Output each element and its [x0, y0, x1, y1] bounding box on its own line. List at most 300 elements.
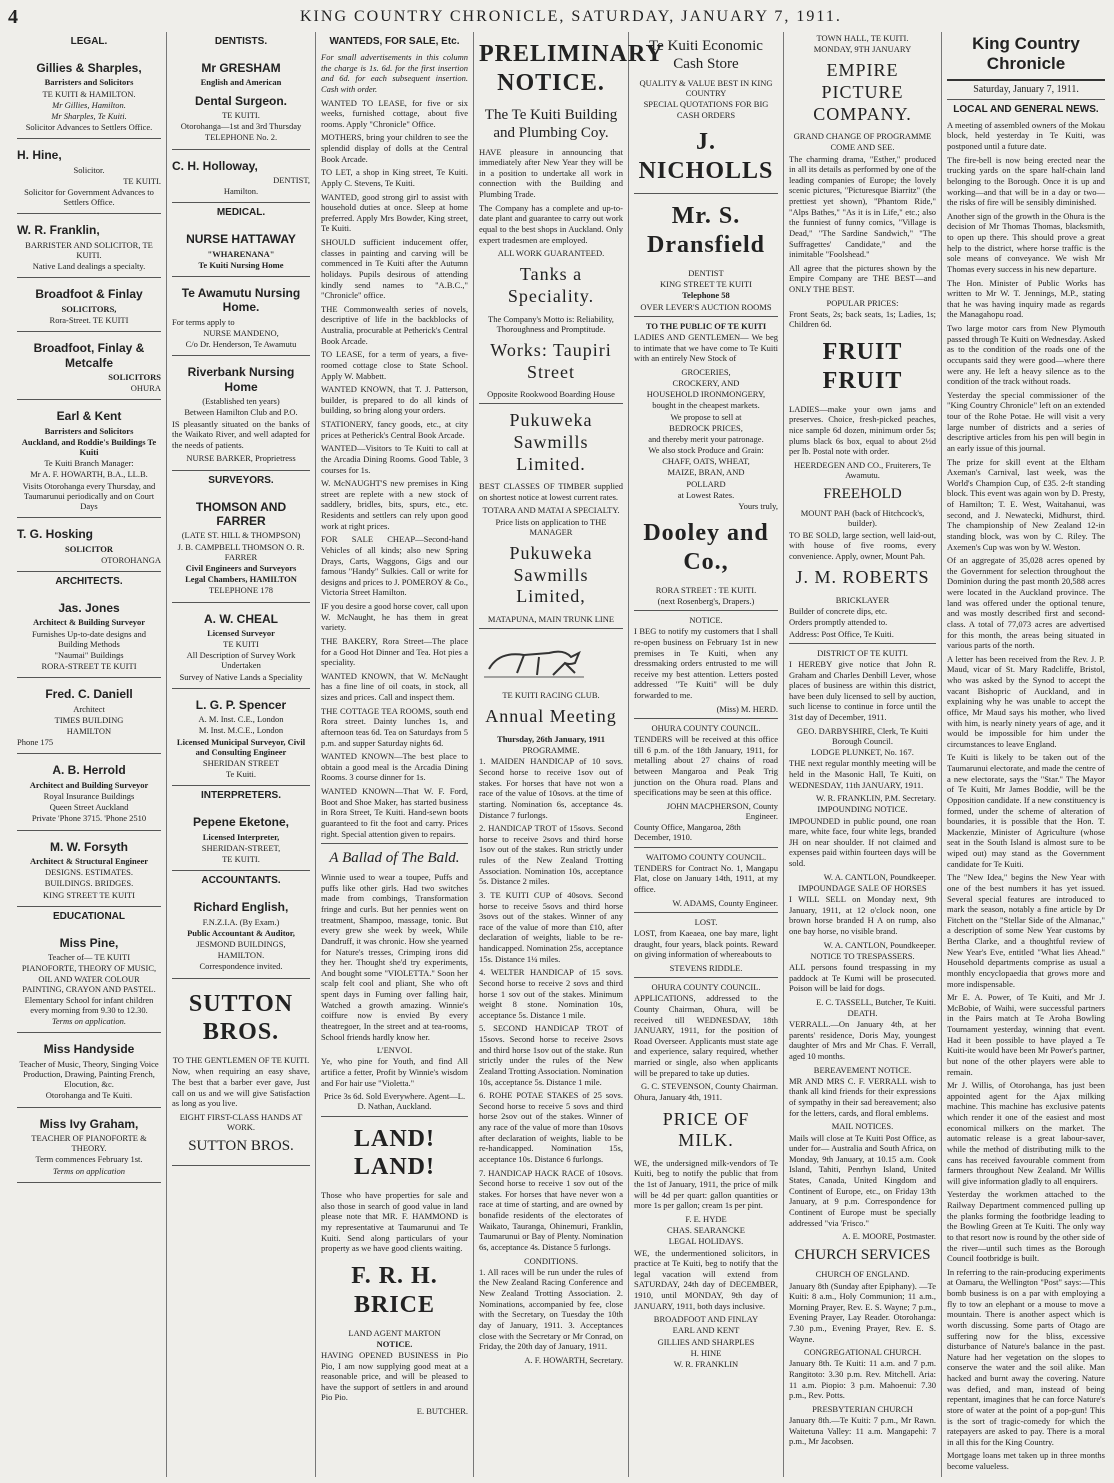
race-list — [479, 756, 623, 1252]
news-list — [947, 120, 1105, 1472]
ohura2-title: OHURA COUNTY COUNCIL. — [651, 982, 761, 993]
ecs-title: Te Kuiti Economic Cash Store — [649, 38, 763, 72]
ad-name: Gillies & Sharples, — [36, 61, 142, 75]
news-paragraph: A letter has been received from the Rev. J. P. Maud, vicar of St. Mary Radcliffe, Bristol, who was asked by the Synod to accept the vacant Bishopric of Auckland, and in explaining why he was unable to accept the office, Mr Maud says his mother, who lived with him, is nearly ninety years of age, and it would be impossible for him under the circumstances to leave England. — [947, 653, 1105, 749]
divider — [479, 403, 623, 404]
ad-name: Broadfoot & Finlay — [35, 287, 143, 302]
ad-line: TE KUITI. — [222, 109, 260, 120]
goods-item: We propose to sell at — [670, 411, 742, 422]
tk-building-text: HAVE pleasure in announcing that immediately after New Year they will be in a position to undertake all work in connection with the Building and Plumbing Trade. — [479, 146, 623, 200]
land-title: LAND! LAND! — [354, 1125, 435, 1181]
column-professional — [167, 32, 316, 1477]
wanted-ad: WANTED KNOWN—The best place to obtain a good meal is the Arcadia Dining Rooms. 3 course dinner for 1s. — [321, 751, 468, 783]
ad-name: Miss Pine, — [59, 935, 119, 950]
news-paragraph: Mr J. Willis, of Otorohanga, has just been appointed agent for the Ajax milking machine. This machine has exclusive patents which render it one of the easiest and most economical milkers on the market. The automatic release is a great labour-saver, while the method of distributing milk to the cans has received favourable comment from farmers throughout New Zealand. Mr Willis will give information gladly to all enquirers. — [947, 1080, 1105, 1186]
race-item: 7. HANDICAP HACK RACE of 10sovs. Second horse to receive 1 sov out of the stakes. For horses that have never won a race at time of starting, and are owned by bonafide residents of the electorates of Waikato, Tauranga, Ohinemuri, Franklin, Taumarunui or Bay of Plenty. Nomination 6s, acceptance 4s. Distance 5 furlongs. — [479, 1167, 623, 1252]
conditions-title: CONDITIONS. — [523, 1255, 579, 1266]
divider — [634, 977, 778, 978]
congregational-text: January 8th. Te Kuiti: 11 a.m. and 7 p.m. Rangitoto: 3.30 p.m. Rev. Mitchell. Aria: 11 a.m. Piopio: 3 p.m. Mahoenui: 7.30 p.m., Rev. Potts. — [789, 1358, 936, 1401]
ad-name: A. W. CHEAL — [204, 611, 278, 626]
wanted-ad: SHOULD sufficient inducement offer, classes in painting and carving will be commenced in Te Kuiti after the Autumn holidays. Pupils desirous of attending kindly send names to "A.B.C.," "Chronicle" office. — [321, 237, 468, 301]
ad-line: JESMOND BUILDINGS, — [196, 939, 286, 950]
over-lever: OVER LEVER'S AUCTION ROOMS — [640, 301, 772, 312]
motto: The Company's Motto is: Reliability, Thoroughness and Promptitude. — [488, 313, 614, 334]
ad-line: TE KUITI. — [123, 175, 161, 186]
divider — [634, 912, 778, 913]
district-sign: GEO. DARBYSHIRE, Clerk, Te Kuiti Borough Council. — [796, 725, 929, 746]
ad-line: PIANOFORTE, THEORY OF MUSIC, OIL AND WATER COLOUR PAINTING, CRAYON AND PASTEL. — [21, 963, 157, 994]
ad-line: Terms on application. — [51, 1016, 127, 1027]
race-item: 6. ROHE POTAE STAKES of 25 sovs. Second horse to receive 5 sovs and third horse 2sov out of the stakes. Winner of any race of the value of more than 10sovs after declaration of weights, liable to be re-handicapped. Nomination 15s, acceptance 10s. Distance 6 furlongs. — [479, 1090, 623, 1164]
cofe-text: January 8th (Sunday after Epiphany). —Te Kuiti: 8 a.m., Holy Communion; 11 a.m., Morning Prayer, Rev. E. S. Wayne; 7 p.m., Evening Prayer, Lay Reader. Otorohanga: 7.30 p.m., Evening Prayer, Rev. E. S. Wayne. — [789, 1280, 936, 1344]
divider — [634, 847, 778, 848]
wanted-ad: WANTED, good strong girl to assist with household duties at once. Sleep at home preferred. Apply Mrs Bowder, King street, Te Kuiti. — [321, 191, 468, 234]
ad-line: TE KUITI — [223, 639, 259, 650]
ad-name: Mr GRESHAM — [201, 61, 281, 75]
dransfield-name: Mr. S. Dransfield — [647, 203, 765, 259]
ad-line: KING STREET TE KUITI — [43, 889, 135, 900]
ecs-line1: QUALITY & VALUE BEST IN KING COUNTRY — [639, 78, 773, 99]
ad-name: Dental Surgeon. — [194, 93, 287, 108]
ad-line: A. M. Inst. C.E., London — [198, 714, 284, 725]
public-title: TO THE PUBLIC OF TE KUITI — [645, 320, 767, 331]
news-paragraph: Two large motor cars from New Plymouth passed through Te Kuiti on Wednesday. Asked as to the condition of the roads one of the occupants said they were good—where there were any. He left a heavy silence as to the condition of the track without roads. — [947, 323, 1105, 387]
ad-line: Between Hamilton Club and P.O. — [184, 407, 298, 418]
ad-name: THOMSON AND FARRER — [195, 499, 287, 529]
freehold-text: TO BE SOLD, large section, well laid-out, with house of five rooms, every convenience. Apply, owner, Mount Pah. — [789, 529, 936, 561]
ecs-line2: SPECIAL QUOTATIONS FOR BIG CASH ORDERS — [643, 99, 769, 120]
ad-name: H. Hine, — [17, 148, 62, 163]
land-text: Those who have properties for sale and also those in search of good value in land please note that MR. F. HAMMOND is my representative at Taumarunui and Te Kuiti. Send along particulars of your property as we have good clients waiting. — [321, 1190, 468, 1254]
ad-line: Phone 175 — [17, 737, 54, 748]
lost-text: LOST, from Kaeaea, one bay mare, light draught, four years, black points. Reward on giving information of whereabouts to — [634, 928, 778, 960]
milk-title: PRICE OF MILK. — [662, 1108, 750, 1151]
ad-line: Term commences February 1st. — [35, 1154, 143, 1165]
goods-item: Yours truly, — [738, 501, 778, 511]
ad-name: Pepene Eketone, — [192, 815, 290, 830]
dooley-name: Dooley and Co., — [643, 520, 769, 575]
news-section: LOCAL AND GENERAL NEWS. — [953, 103, 1099, 115]
king-street: KING STREET TE KUITI — [660, 279, 752, 290]
trespass-text: ALL persons found trespassing in my paddock at Te Kumi will be prosecuted. Poison will be laid for dogs. — [789, 961, 936, 994]
ad-line: Mr Sharples, Te Kuiti. — [51, 110, 127, 121]
ad-line: Mr Gillies, Hamilton. — [52, 99, 126, 110]
pukuweka-text: BEST CLASSES OF TIMBER supplied on shortest notice at lowest current rates. — [479, 481, 623, 502]
news-paragraph: Yesterday the workmen attached to the Railway Department commenced pulling up the planks forming the footbridge leading to the Bowling Green at Te Kuiti. The only way to that resort now is round by the other side of the river—until such times as the Borough Council footbridge is built. — [947, 1189, 1105, 1264]
ad-name: Jas. Jones — [58, 601, 120, 615]
ad-gillies — [17, 52, 161, 139]
mail-title: MAIL NOTICES. — [831, 1121, 894, 1132]
ad-line: Private 'Phone 3715. 'Phone 2510 — [31, 813, 147, 824]
wanted-ad: FOR SALE CHEAP—Second-hand Vehicles of all kinds; also new Spring Drays, Carts, Waggons, Gigs and our famous "Handy" Sulkies. Call or write for designs and prices to J. POMEROY & Co., Victoria Street Hamilton. — [321, 534, 469, 598]
come-and-see: COME AND SEE. — [830, 142, 895, 153]
ad-graham — [17, 1108, 161, 1183]
ad-line: TEACHER OF PIANOFORTE & THEORY. — [31, 1132, 147, 1154]
mail-sign: A. E. MOORE, Postmaster. — [842, 1231, 936, 1242]
pukuweka-title2: Pukuweka Sawmills Limited, — [509, 542, 593, 607]
fruit-text: LADIES—make your own jams and preserves. Choice, fresh-picked peaches, nice sample 6d dozen, minimum order 5s; plums black 6s box, equal to about 2½d per lb. Postal note with order. — [789, 403, 936, 457]
lenvoi: L'ENVOI. — [376, 1045, 413, 1056]
section-wanteds: WANTEDS, FOR SALE, Etc. — [329, 36, 460, 47]
public-text: LADIES AND GENTLEMEN— We beg to intimate that we have come to Te Kuiti with an entirely New Stock of — [634, 331, 778, 364]
divider — [634, 610, 778, 611]
ad-line: Visits Otorohanga every Thursday, and Taumarunui periodically and on Court Days — [22, 480, 156, 512]
wanted-ad: WANTED TO LEASE, for five or six weeks, furnished cottage, about five rooms. Apply "Chronicle" Office. — [321, 97, 468, 129]
ad-name: Te Awamutu Nursing Home. — [181, 286, 301, 315]
ad-line: Public Accountant & Auditor, — [187, 927, 295, 938]
dentist-label: DENTIST — [688, 267, 724, 278]
bereavement-text: MR AND MRS C. F. VERRALL wish to thank all kind friends for their expressions of sympathy in their sad bereavement; also for the letters, cards, and floral emblems. — [789, 1075, 936, 1118]
ad-line: Architect — [73, 703, 105, 714]
notice-title: NOTICE. — [689, 615, 723, 626]
wanted-ad: STATIONERY, fancy goods, etc., at city prices at Petherick's Central Book Arcade. — [321, 419, 468, 440]
ad-pine — [17, 927, 161, 1034]
brice-sub: LAND AGENT MARTON — [348, 1327, 441, 1338]
roberts-line: Orders promptly attended to. — [789, 617, 888, 628]
ad-broadfoot — [17, 278, 161, 332]
presbyterian-text: January 8th.—Te Kuiti: 7 p.m., Mr Rawn. Waitetuna Valley: 11 a.m. Mangapehi: 7 p.m., Mr Jacobsen. — [789, 1415, 936, 1447]
wanted-ad: IF you desire a good horse cover, call upon W. McNaught, he has them in great variety. — [321, 601, 468, 633]
ad-line: Solicitor for Government Advances to Settlers Office. — [24, 187, 154, 208]
notice-text: I BEG to notify my customers that I shall re-open business on February 1st in new premises in Te Kuiti, when any dressmaking orders entrusted to me will receive my best attention. Letters posted addressed "Te Kuiti" will be duly forwarded to me. — [634, 626, 778, 701]
page-number: 4 — [8, 6, 18, 28]
ad-line: Mr A. F. HOWARTH, B.A., LL.B. — [30, 469, 148, 480]
tk-building-title: The Te Kuiti Building and Plumbing Coy. — [484, 106, 618, 141]
news-paragraph: Mr E. A. Power, of Te Kuiti, and Mr J. McBobie, of Waihi, were successful partners in the Pairs match at Te Aroha Bowling Tournament yesterday, winning that event. Had it been possible to have played a Te Kuiti-ite would have been Mr Power's partner, but none of the other players were able to remain. — [947, 992, 1105, 1077]
column-news — [942, 32, 1110, 1477]
roberts-line: Builder of concrete dips, etc. — [789, 606, 888, 617]
ad-name: L. G. P. Spencer — [195, 697, 287, 712]
impound1-title: IMPOUNDING NOTICE. — [817, 804, 908, 815]
goods-item: We also stock Produce and Grain: — [648, 445, 764, 456]
ad-line: Hamilton. — [223, 186, 259, 197]
ad-line: Te Kuiti. — [225, 769, 257, 780]
telephone: Telephone 58 — [682, 290, 730, 301]
wanted-ad: WANTED KNOWN, that W. McNaught has a fine line of oil coats, in stock, all sizes and prices. Call and inspect them. — [321, 670, 468, 702]
ad-forsyth — [17, 831, 161, 907]
news-paragraph: The fire-bell is now being erected near the trucking yards on the spare half-chain land belonging to the Borough. Once it is up and working—and that will be in a day or two—the risks of fire will be sensibly diminished. — [947, 154, 1105, 208]
ad-earl-kent — [17, 400, 161, 518]
works-address: Works: Taupiri Street — [490, 339, 612, 382]
divider — [634, 193, 778, 194]
masthead — [0, 0, 1114, 28]
church-title: CHURCH SERVICES — [794, 1247, 931, 1264]
ad-line: Barristers and Solicitors — [44, 425, 134, 436]
column-town-notices — [784, 32, 942, 1477]
section-medical: MEDICAL. — [216, 207, 266, 219]
wanted-ad: MOTHERS, bring your children to see the splendid display of dolls at the Central Book Arcade. — [321, 132, 468, 164]
paper-date: Saturday, January 7, 1911. — [947, 79, 1105, 100]
pukuweka-price: Price lists on application to THE MANAGER — [495, 516, 607, 537]
pukuweka-title: Pukuweka Sawmills Limited. — [509, 410, 593, 474]
section-architects: ARCHITECTS. — [55, 576, 123, 587]
waitomo-sign: W. ADAMS, County Engineer. — [672, 897, 778, 908]
column-building-racing — [474, 32, 664, 1477]
trespass-sign: E. C. TASSELL, Butcher, Te Kuiti. — [816, 996, 936, 1007]
ad-line: NURSE MANDENO, — [203, 328, 279, 339]
pukuweka-location: MATAPUNA, MAIN TRUNK LINE — [487, 613, 615, 624]
notice-title: NOTICE. — [376, 1338, 413, 1349]
dooley-sub: (next Rosenberg's, Drapers.) — [657, 595, 755, 606]
ad-line: Licensed Interpreter, — [202, 831, 280, 842]
ohura-text: TENDERS will be received at this office till 6 p.m. of the 18th January, 1911, for metalling about 27 chains of road between Mangaroa and Peak Trig junction on the Ohura road. Plans and specifications may be seen at this office. — [634, 734, 778, 798]
ad-line: Civil Engineers and Surveyors — [185, 562, 297, 573]
ad-line: Te Kuiti Nursing Home — [198, 259, 284, 270]
ad-body: IS pleasantly situated on the banks of the Waikato River, and well adapted for the needs of patients. — [172, 418, 310, 450]
dooley-address: RORA STREET : TE KUITI. — [655, 584, 757, 595]
impound2-text: I WILL SELL on Monday next, 9th January, 1911, at 12 o'clock noon, one brown horse branded H A on rump, also one bay horse, no visible brand. — [789, 894, 936, 936]
ad-line: SOLICITORS, — [61, 303, 117, 314]
ad-line: Architect & Building Surveyor — [33, 617, 145, 628]
section-interpreters: INTERPRETERS. — [200, 790, 281, 802]
ad-line: SOLICITOR — [64, 543, 114, 554]
lost-sign: STEVENS RIDDLE. — [669, 962, 743, 973]
ohura2-text: APPLICATIONS, addressed to the County Chairman, Ohura, will be received till WEDNESDAY, 18th JANUARY, 1911, for the position of Road Overseer. Applicants must state age and experience, salary required, whether married or single, also when applicants will be prepared to take up duties. — [634, 993, 778, 1078]
prices-title: POPULAR PRICES: — [826, 297, 899, 308]
milk-text: WE, the undersigned milk-vendors of Te Kuiti, beg to notify the public that from the 1st of January, 1911, the price of milk will be 4d per quart: gallon quantities or more 1s per gallon; cream 1s per pint. — [634, 1157, 778, 1211]
ad-line: BARRISTER AND SOLICITOR, TE KUITI. — [25, 239, 153, 261]
ad-line: SOLICITORS — [108, 371, 161, 382]
section-dentists: DENTISTS. — [214, 36, 268, 47]
race-item: 4. WELTER HANDICAP of 15 sovs. Second horse to receive 2 sovs and third horse 1 sov out of the stakes. Minimum weight 8 stone. Nomination 10s, acceptance 5s. Distance 1 mile. — [479, 967, 623, 1020]
legal-sign: EARL AND KENT — [672, 1325, 740, 1336]
news-paragraph: In referring to the rain-producing experiments at Oamaru, the Wellington "Post" says:—This bomb business is on a par with employing a fly to tow an elephant or a mouse to move a mountain. There is another aspect which is worth discussing. Some parts of Otago are suffering now for the bliss, excessive disturbance of Nature's balance in the past. Nature had her vegetation on the slopes to conserve the water and the soil alike. Man hacked and burnt away the covering. Nature was defied, and man, instead of being repentant, imagines that he can force Nature's store of water at the point of a pop-gun! This is the sort of tragic-comedy for which the ratepayers are asked to pay. There is a moral in all this for the King Country. — [947, 1266, 1105, 1447]
ad-riverbank — [172, 356, 310, 470]
column-stores-notices — [629, 32, 784, 1477]
notice-sign: (Miss) M. HERD. — [716, 703, 778, 714]
ad-name: C. H. Holloway, — [172, 158, 258, 173]
ad-handyside — [17, 1033, 161, 1107]
tk-building-text2: The Company has a complete and up-to-date plant and guarantee to carry out work equal to the best shops in Auckland. Only expert tradesmen are employed. — [479, 202, 623, 245]
ad-line: Te Kuiti Branch Manager: — [44, 458, 134, 469]
goods-item: MAIZE, BRAN, AND — [667, 467, 745, 478]
roberts-name: J. M. ROBERTS — [795, 567, 930, 588]
fruit-sign: HEERDEGEN AND CO., Fruiterers, Te Awamutu. — [794, 459, 931, 480]
ad-line: HAMILTON. — [217, 950, 265, 961]
ad-cheal — [172, 603, 310, 689]
race-item: 5. SECOND HANDICAP TROT of 15sovs. Second horse to receive 2sovs and third horse 1sov out of the stake. Run strictly under the rules of the New Zealand Trotting Association. Nomination 10s, acceptance 5s. Distance 1 mile. — [479, 1023, 623, 1087]
divider — [321, 1116, 468, 1117]
wanted-ad: THE BAKERY, Rora Street—The place for a Good Hot Dinner and Tea. Hot pies a speciality. — [321, 635, 468, 668]
ad-line: Terms on application — [53, 1165, 125, 1176]
news-paragraph: Of an aggregate of 35,028 acres opened by the Government for selection throughout the Dominion during the past month 20,588 acres were located in the Auckland province. The land was offered under the optional tenure, and was mostly described first and second-class. A total of 77,073 acres are advertised for this month, the areas being situated in various parts of the north. — [947, 555, 1105, 651]
programme: PROGRAMME. — [522, 745, 580, 756]
paper-title: King Country Chronicle — [972, 34, 1080, 74]
conditions-sign: A. F. HOWARTH, Secretary. — [524, 1354, 623, 1365]
legal-sign: H. HINE — [690, 1347, 722, 1358]
wanted-ad: TO LET, a shop in King street, Te Kuiti. Apply C. Stevens, Te Kuiti. — [321, 167, 468, 188]
news-paragraph: The "New Idea," begins the New Year with one of the best numbers it has yet issued. Several special features are introduced to mark the season, notably a fine article by Dr Fitchett on the "Stellar Side of the Almanac," a description of some New Year customs by Bertha Clarke, and a thoughtful review of New Year's Eve, entitled "What lies Ahead." Household departments comprise as usual a monthly encyclopaedia that grows more and more indispensable. — [947, 872, 1105, 989]
goods-item: BEDROCK PRICES, — [669, 422, 743, 433]
ad-line: SHERIDAN STREET — [202, 758, 280, 768]
ad-herrold — [17, 754, 161, 830]
goods-item: and thereby merit your patronage. — [648, 433, 764, 444]
notice-text: HAVING OPENED BUSINESS in Pio Pio, I am now supplying good meat at a reasonable price, and will be pleased to have the support of settlers in and around Pio Pio. — [321, 1349, 468, 1403]
section-educational: EDUCATIONAL — [52, 910, 126, 922]
ohura-date: County Office, Mangaroa, 28th December, 1910. — [634, 822, 741, 843]
ad-line: Otorohanga—1st and 3rd Thursday — [180, 121, 302, 132]
ad-body: Now, when requiring an easy shave, The best that a barber ever gave, Just call on us and we will give Satisfaction as long as you live. — [172, 1066, 310, 1109]
ad-headline: SUTTON BROS. — [188, 990, 294, 1046]
ad-line: NURSE BARKER, Proprietress — [186, 453, 296, 464]
ad-line: M. Inst. M.C.E., London — [198, 725, 284, 736]
ad-line: J. B. CAMPBELL THOMSON O. R. FARRER — [177, 541, 305, 562]
goods-item: CHAFF, OATS, WHEAT, — [662, 456, 750, 467]
ad-daniell — [17, 678, 161, 754]
town-hall: TOWN HALL, TE KUITI. — [816, 33, 909, 43]
lost-title: LOST. — [694, 916, 718, 927]
mail-text: Mails will close at Te Kuiti Post Office, as under for— Australia and South Africa, on Monday, 9th January, at 10.15 a.m. Cook Island, Tahiti, Penrhyn Island, United States, Canada, United Kingdom and Continent of Europe, etc., on Friday 13th January, at 9 p.m. Correspondence for Continent of Europe must be specially addressed "via 'Frisco." — [789, 1132, 936, 1228]
bricklayer: BRICKLAYER — [835, 595, 890, 606]
ohura2-sign: G. C. STEVENSON, County Chairman. — [641, 1081, 778, 1092]
wanted-ad: THE COTTAGE TEA ROOMS, south end Rora street. Dainty lunches 1s, and afternoon teas 6d. Tea on Saturdays from 5 p.m. and supper Saturday nights 6d. — [321, 705, 468, 748]
ad-name: A. B. Herrold — [52, 763, 126, 778]
nicholls-name: J. NICHOLLS — [638, 128, 774, 184]
ad-line: C/o Dr. Henderson, Te Awamutu — [185, 339, 297, 350]
ad-line: OTOROHANGA — [101, 554, 161, 565]
ad-line: (LATE ST. HILL & THOMPSON) — [181, 530, 301, 541]
section-accountants: ACCOUNTANTS. — [201, 875, 281, 887]
goods-item: GROCERIES, — [681, 366, 731, 377]
ad-name: Richard English, — [193, 900, 289, 915]
ad-line: BUILDINGS. BRIDGES. — [44, 878, 134, 889]
ad-line: (Established ten years) — [202, 396, 280, 407]
section-surveyors: SURVEYORS. — [208, 474, 274, 486]
divider — [321, 843, 468, 844]
ad-line: TO THE GENTLEMEN OF TE KUITI. — [172, 1055, 310, 1066]
ad-line: TE KUITI. — [222, 854, 260, 865]
goods-item: CROCKERY, AND — [672, 377, 740, 388]
ad-line: F.N.Z.I.A. (By Exam.) — [202, 916, 280, 927]
race-date: Thursday, 26th January, 1911 — [497, 734, 605, 745]
ad-name: Fred. C. Daniell — [45, 687, 133, 702]
news-paragraph: A meeting of assembled owners of the Mokau block, held yesterday in Te Kuiti, was postponed until a future date. — [947, 119, 1105, 152]
ad-line: Solicitor Advances to Settlers Office. — [25, 122, 153, 133]
presbyterian-title: PRESBYTERIAN CHURCH — [812, 1403, 913, 1414]
impound2-sign: W. A. CANTLON, Poundkeeper. — [823, 939, 936, 950]
ad-name: Riverbank Nursing Home — [187, 365, 295, 394]
ad-line: All Description of Survey Work Undertaken — [186, 650, 296, 671]
ad-thomson-farrer — [172, 491, 310, 603]
ad-line: DENTIST, — [273, 174, 310, 185]
ad-line: HAMILTON — [66, 726, 112, 737]
ad-line: Teacher of Music, Theory, Singing Voice Production, Drawing, Painting French, Elocution, &c. — [19, 1058, 159, 1090]
ad-line: "WHARENANA" — [207, 248, 275, 259]
wanted-ad-list — [321, 98, 468, 840]
column-legal — [12, 32, 167, 1477]
ad-name: SUTTON BROS. — [188, 1138, 294, 1155]
preliminary-notice: PRELIMINARY NOTICE. — [479, 41, 664, 96]
ad-broadfoot-metcalfe — [17, 332, 161, 400]
trespass-title: NOTICE TO TRESPASSERS. — [810, 950, 915, 961]
ballad-text: Winnie used to wear a toupee, Puffs and puffs like other girls. Had two switches made from combings, Transformation fringe and curls. But her pennies went on treatment, Shampoo, massage, tonic. But every grew she week by week, While Dandruff, it was chronic. How she yearned for Nature's tresses, Crimping irons did they her. Thought she'd try experiments, And bought some "VIOLETTA." Soon her scalp felt cool and pliant, She who oft spent days in Fuming over falling hair, Watched a growth amazing. Winnie's coiffure now is envied By every theatregoer, In the street and at tea-rooms, School friends hardly know her. — [321, 872, 468, 1042]
ballad-title: A Ballad of The Bald. — [329, 850, 460, 867]
lodge-sign: W. R. FRANKLIN, P.M. Secretary. — [815, 793, 936, 804]
ad-sutton — [172, 979, 310, 1167]
ad-line: Teacher of— TE KUITI — [47, 952, 131, 963]
ad-name: W. R. Franklin, — [17, 223, 100, 238]
wanted-ad: TO LEASE, for a term of years, a five-roomed cottage close to State School. Apply W. Mabbett. — [321, 349, 468, 381]
ad-line: TE KUITI & HAMILTON. — [42, 88, 136, 99]
goods-item: at Lowest Rates. — [677, 489, 735, 500]
annual-meeting: Annual Meeting — [485, 706, 617, 727]
prices-text: Front Seats, 2s; back seats, 1s; Ladies, 1s; Children 6d. — [789, 308, 936, 330]
ad-name: Earl & Kent — [56, 409, 122, 424]
ad-line: Solicitor. — [73, 164, 105, 175]
lenvoi-text: Ye, who pine for Youth, and find All artifice a fetter, Profit by Winnie's wisdom and For hair use "Violetta." — [321, 1056, 468, 1088]
works-sub: Opposite Rookwood Boarding House — [487, 389, 615, 400]
ad-name: Miss Ivy Graham, — [39, 1116, 139, 1131]
ad-line: Licensed Surveyor — [207, 627, 275, 638]
ad-line: Elementary School for infant children every morning from 9.30 to 12.30. — [24, 994, 154, 1016]
race-item: 1. MAIDEN HANDICAP of 10 sovs. Second horse to receive 1sov out of stakes. For horses that have not won a race of the value of 10sovs. at the time of starting. Nomination 6s, acceptance 4s. Distance 7 furlongs. — [479, 756, 623, 820]
ad-line: Auckland, and Roddie's Buildings Te Kuiti — [21, 436, 157, 458]
section-legal: LEGAL. — [70, 36, 108, 47]
ad-line: For terms apply to — [172, 316, 235, 327]
lodge-text: THE next regular monthly meeting will be held in the Masonic Hall, Te Kuiti, on WEDNESDAY, 11th JANUARY, 1911. — [789, 758, 936, 790]
come-text: The charming drama, "Esther," produced in all its details as performed by one of the leading companies of Europe; the lovely scenic pictures, "Picturesque Biarritz" (the prettiest yet shown), "Phantom Ride," "Alps Bathes," "As it is in Life," etc.; also the funniest of funny comics, "Village is Dead," "The Sardine Sandwich," "The Suffragettes' Candidate," and the inimitable "Foolshead." — [789, 153, 936, 260]
freehold-sub: MOUNT PAH (back of Hitchcock's, builder). — [800, 508, 925, 529]
ad-line: English and American — [200, 77, 282, 88]
roberts-line: Address: Post Office, Te Kuiti. — [789, 628, 894, 639]
ad-name: NURSE HATTAWAY — [186, 232, 296, 247]
goods-list — [634, 367, 778, 511]
ad-hine — [17, 139, 161, 214]
milk-sign: F. E. HYDE — [685, 1213, 727, 1224]
ad-line: RORA-STREET TE KUITI — [41, 661, 137, 672]
legal-sign: GILLIES AND SHARPLES — [657, 1336, 755, 1347]
empire-company: EMPIRE PICTURE COMPANY. — [813, 60, 912, 124]
news-paragraph: The Hon. Minister of Public Works has written to Mr W. T. Jennings, M.P., stating that he was having inquiry made as regards the Managahopu road. — [947, 277, 1105, 320]
ad-awamutu — [172, 277, 310, 356]
death-text: VERRALL.—On January 4th, at her parents' residence, Doris May, youngest daughter of Mrs and Mr Chas. F. Verrall, aged 10 months. — [789, 1019, 936, 1062]
ad-line: "Naumai" Buildings — [54, 649, 124, 660]
ad-eketone — [172, 806, 310, 871]
ad-line: SHERIDAN-STREET, — [201, 842, 281, 853]
legal-holidays-title: LEGAL HOLIDAYS. — [668, 1236, 744, 1247]
ad-franklin — [17, 214, 161, 278]
monday: MONDAY, 9TH JANUARY — [813, 44, 912, 55]
notice-sign: E. BUTCHER. — [416, 1406, 468, 1416]
ad-line: Licensed Municipal Surveyor, Civil and Consulting Engineer — [176, 736, 306, 757]
district-title: DISTRICT OF TE KUITI. — [817, 647, 908, 658]
ad-line: DESIGNS. ESTIMATES. — [44, 867, 134, 878]
racing-club: TE KUITI RACING CLUB. — [502, 690, 600, 701]
ad-line: OHURA — [130, 383, 161, 394]
goods-item: HOUSEHOLD IRONMONGERY, — [646, 389, 766, 400]
ad-hattaway — [172, 223, 310, 277]
freehold-title: FREEHOLD — [823, 486, 902, 503]
tanks-speciality: Tanks a Speciality. — [507, 264, 595, 306]
ohura2-date: Ohura, January 4th, 1911. — [634, 1092, 722, 1103]
news-paragraph: The prize for skill event at the Eltham Axeman's Carnival, last week, was the World's Champion Cup, of £35. 2-ft standing block. This event was again won by D. Presty, of Hamilton; T. E. West, Waitahanui, was second, and J. Newatecki, Midhurst, third. The championship of New Zealand 12-in standing block, was won by C. Riley. The Axemen's Cup was won by W. Weston. — [947, 456, 1105, 552]
ad-line: TELEPHONE No. 2. — [204, 132, 278, 143]
ad-name: Miss Handyside — [43, 1042, 135, 1057]
ad-line: Royal Insurance Buildings — [43, 791, 135, 802]
wanted-ad: THE Commonwealth series of novels, descriptive of life in the backblocks of Australia, procurable at Petherick's Central Book Arcade. — [321, 303, 468, 346]
race-item: 2. HANDICAP TROT of 15sovs. Second horse to receive 2sovs and third horse 1sov out of the stakes. Run strictly under rules of the New Zealand Trotting Association. Nomination 10s, acceptance 5s. Distance 2 miles. — [479, 823, 623, 887]
agree-text: All agree that the pictures shown by the Empire Company are THE BEST—and ONLY THE BEST. — [789, 262, 936, 295]
ad-english — [172, 891, 310, 978]
ad-line: Survey of Native Lands a Speciality — [179, 671, 303, 682]
ad-spencer — [172, 689, 310, 787]
fruit-title: FRUIT FRUIT — [822, 339, 903, 394]
news-paragraph: Yesterday the special commissioner of the "King Country Chronicle" left on an extended tour of the Rohe Potae. He will visit a very large number of districts and a series of descriptive articles from his pen will begin in an early issue of this journal. — [947, 389, 1105, 453]
wanted-ad: WANTED—Visitors to Te Kuiti to call at the Arcadia Dining Rooms. Good Table, 3 courses for 1s. — [321, 443, 468, 475]
wanteds-intro: For small advertisements in this column the charge is 1s. 6d. for the first insertion and 6d. for each subsequent insertion. Cash with order. — [321, 52, 468, 94]
ad-line: Otorohanga and Te Kuiti. — [45, 1090, 133, 1101]
divider — [634, 316, 778, 317]
